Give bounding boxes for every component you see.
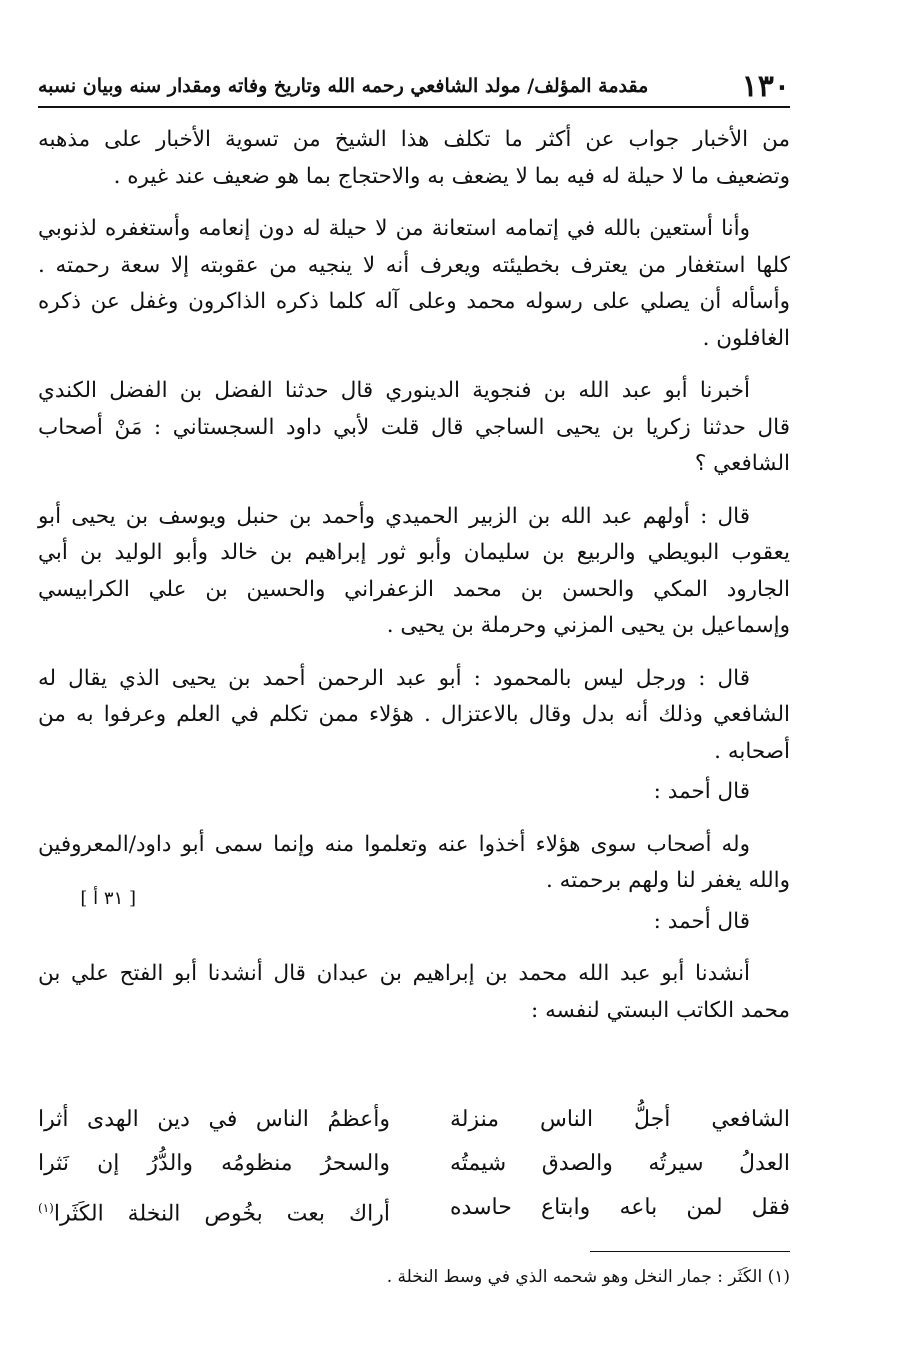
footnote: (١) الكَثَر : جمار النخل وهو شحمه الذي في وسط النخلة .: [386, 1267, 790, 1287]
paragraph: [38, 774, 790, 811]
text-line: وأسأله أن يصلي على رسوله محمد وعلى آله كلما ذكره الذاكرون وغفل عن ذكره: [38, 289, 790, 314]
text-line: الشافعي وذلك أنه بدل وقال بالاعتزال . هؤلاء ممن تكلم في العلم وعرفوا به من: [38, 702, 790, 727]
text-line: قال أحمد :: [653, 779, 750, 804]
text-line: وتضعيف ما لا حيلة له فيه بما لا يضعف به والاحتجاج بما هو ضعيف عند غيره .: [113, 163, 790, 189]
page-number: ١٣٠: [741, 68, 790, 104]
poem-verse: [38, 1098, 790, 1142]
running-title: مقدمة المؤلف/ مولد الشافعي رحمه الله وتاريخ وفاته ومقدار سنه وبيان نسبه: [38, 75, 649, 97]
paragraph: [38, 499, 790, 645]
text-line: محمد الكاتب البستي لنفسه :: [531, 997, 790, 1023]
paragraph: [38, 827, 790, 900]
verse-first-hemistich: العدلُ سيرتُه والصدق شيمتُه: [450, 1151, 790, 1176]
text-line: وأنا أستعين بالله في إتمامه استعانة من لا حيلة له دون إنعامه وأستغفره لذنوبي: [38, 216, 750, 241]
text-line: وله أصحاب سوى هؤلاء أخذوا عنه وتعلموا منه وإنما سمى أبو داود/المعروفين: [38, 831, 750, 857]
text-line: قال : أولهم عبد الله بن الزبير الحميدي وأحمد بن حنبل ويوسف بن يحيى أبو: [38, 503, 750, 529]
paragraph: [38, 373, 790, 483]
poem-verse: [38, 1186, 790, 1236]
verse-second-hemistich: [38, 1186, 390, 1236]
paragraph: [38, 122, 790, 195]
verse-second-hemistich: والسحرُ منظومُه والدُّرُ إن نَثرا: [38, 1151, 390, 1176]
text-line: والله يغفر لنا ولهم برحمته .: [546, 868, 790, 893]
text-line: من الأخبار جواب عن أكثر ما تكلف هذا الشيخ من تسوية الأخبار على مذهبه: [38, 127, 790, 152]
poem: [38, 1098, 790, 1236]
text-line: قال : ورجل ليس بالمحمود : أبو عبد الرحمن أحمد بن يحيى الذي يقال له: [38, 665, 750, 691]
manuscript-folio-marker: [ ٣١ أ ]: [80, 888, 136, 909]
text-line: الجارود المكي والحسن بن محمد الزعفراني والحسين بن علي الكرابيسي: [38, 576, 790, 602]
text-line: يعقوب البويطي والربيع بن سليمان وأبو ثور إبراهيم بن خالد وأبو الوليد بن أبي: [38, 540, 790, 565]
paragraph: [38, 211, 790, 357]
verse-first-hemistich: فقل لمن باعه وابتاع حاسده: [450, 1195, 790, 1220]
verse-text: أراك بعت بخُوص النخلة الكَثَرا: [53, 1201, 390, 1227]
text-line: أنشدنا أبو عبد الله محمد بن إبراهيم بن عبدان قال أنشدنا أبو الفتح علي بن: [38, 961, 750, 986]
paragraph: [38, 661, 790, 771]
text-line: أصحابه .: [714, 738, 790, 764]
footnote-reference: (١): [38, 1201, 54, 1215]
text-line: قال أحمد :: [653, 908, 750, 934]
paragraph: [38, 904, 790, 941]
text-line: أخبرنا أبو عبد الله بن فنجوية الدينوري قال حدثنا الفضل بن الفضل الكندي: [38, 378, 750, 403]
poem-verse: [38, 1142, 790, 1186]
text-line: الغافلون .: [702, 325, 790, 351]
text-line: قال حدثنا زكريا بن يحيى الساجي قال قلت لأبي داود السجستاني : مَنْ أصحاب: [38, 414, 790, 440]
verse-first-hemistich: الشافعي أجلُّ الناس منزلة: [450, 1107, 790, 1132]
text-line: وإسماعيل بن يحيى المزني وحرملة بن يحيى .: [386, 613, 790, 638]
page-header: [38, 66, 790, 108]
text-line: كلها استغفار من يعترف بخطيئته ويعرف أنه لا ينجيه من عقوبته إلا سعة رحمته .: [38, 252, 790, 278]
main-text: [38, 122, 790, 1045]
text-line: الشافعي ؟: [694, 451, 790, 476]
verse-second-hemistich: وأعظمُ الناس في دين الهدى أثرا: [38, 1107, 390, 1132]
footnote-divider: [590, 1251, 790, 1252]
paragraph: [38, 956, 790, 1029]
